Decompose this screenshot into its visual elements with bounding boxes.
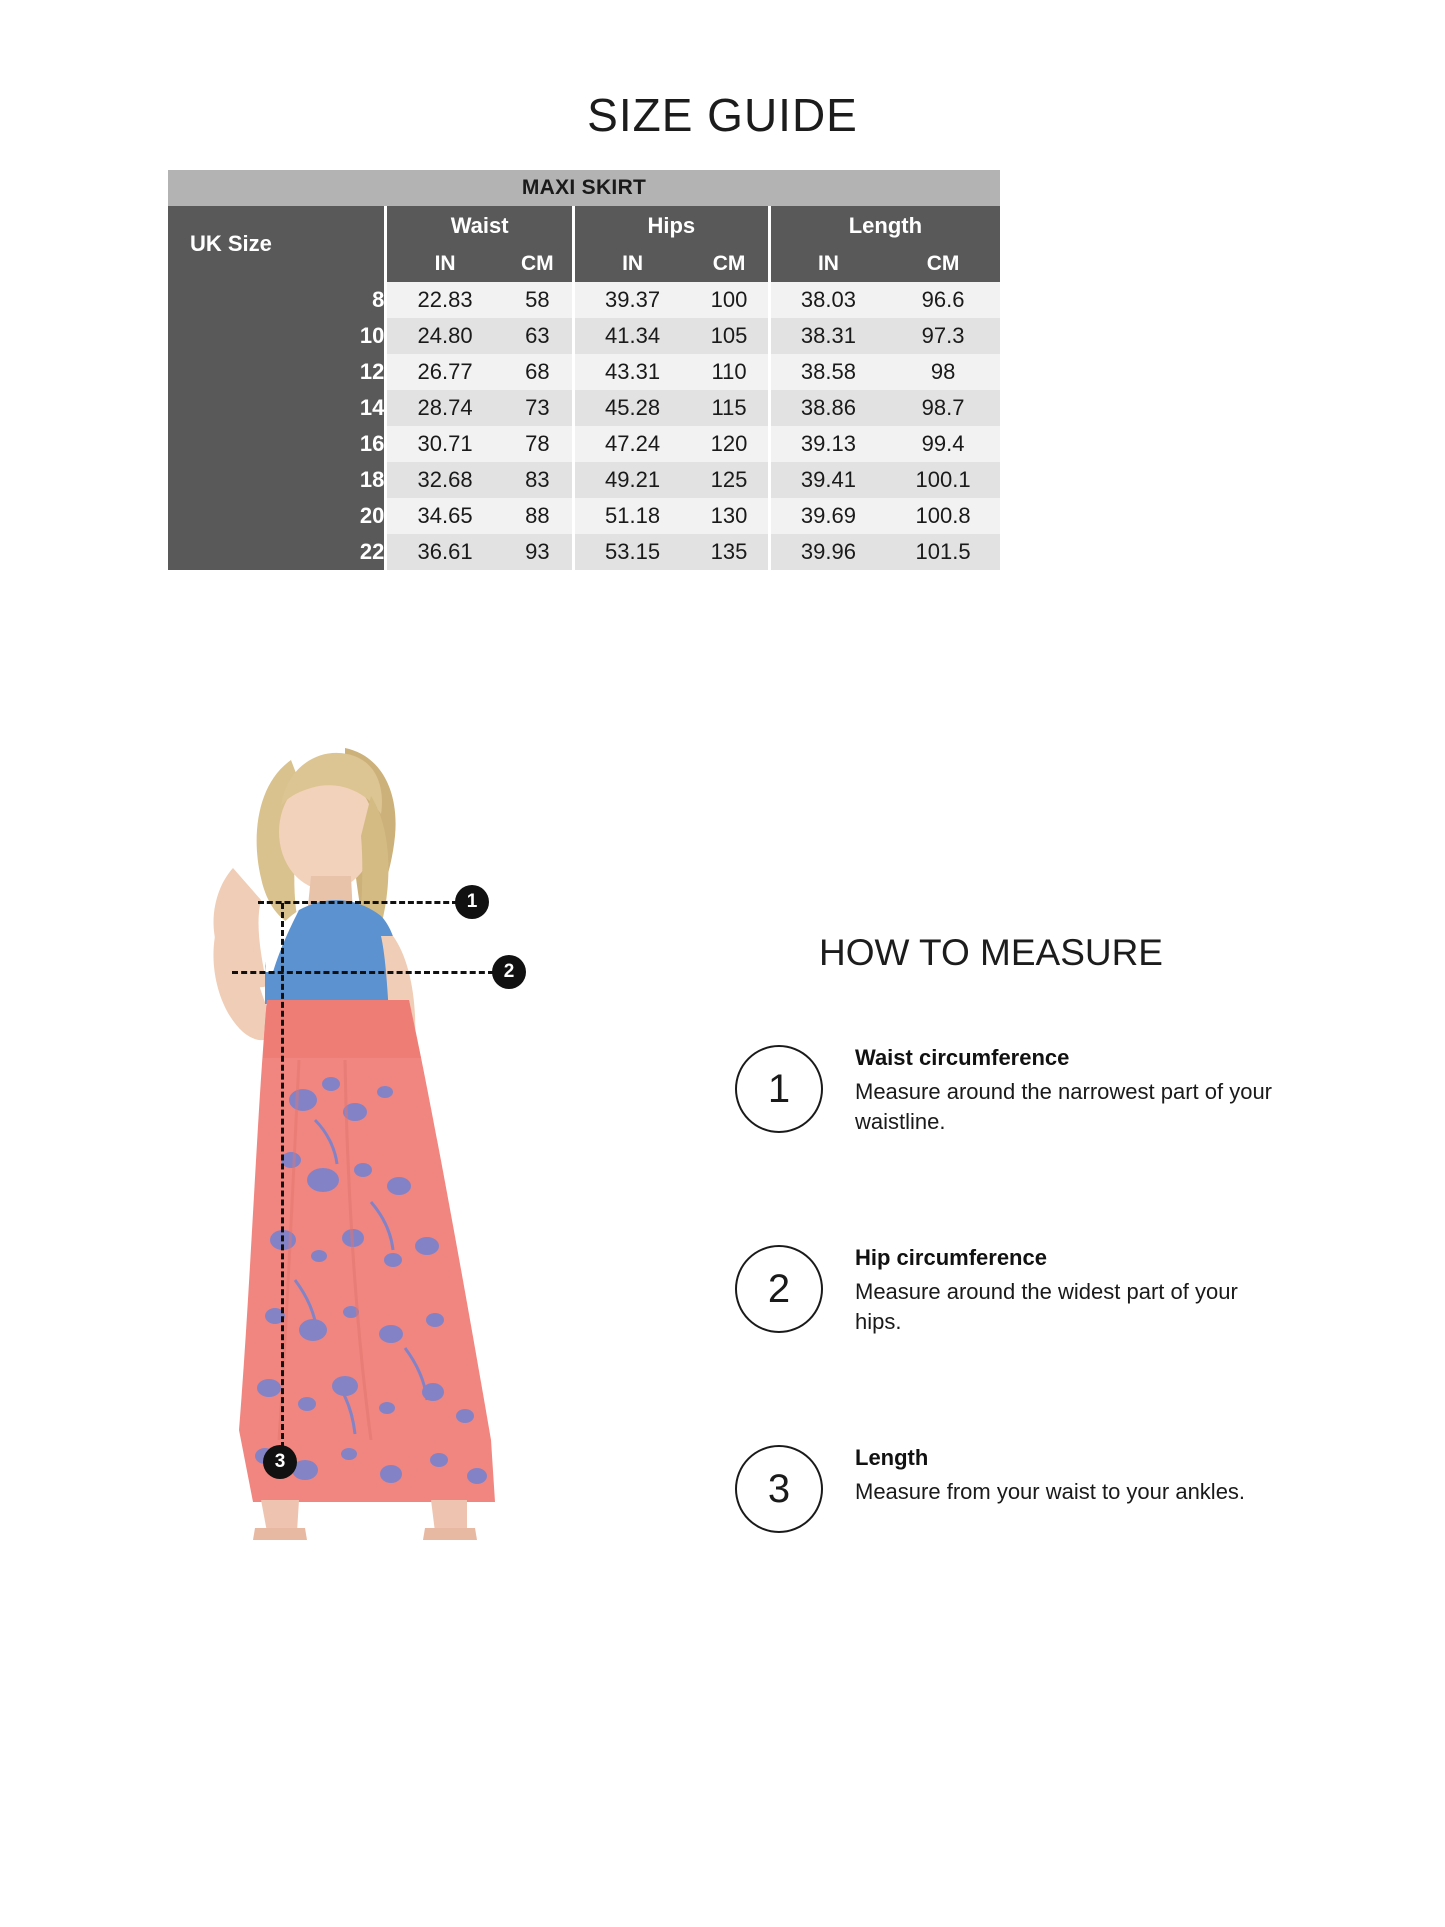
table-row <box>168 534 1000 570</box>
how-to-measure-item-waist <box>735 1045 1335 1205</box>
table-caption: MAXI SKIRT <box>168 170 1000 206</box>
cell-length-cm: 100.8 <box>886 498 1000 534</box>
row-size: 8 <box>168 282 386 318</box>
column-header-length: Length <box>769 206 1000 246</box>
step-heading-hip: Hip circumference <box>855 1245 1047 1270</box>
cell-hips-cm: 105 <box>690 318 769 354</box>
cell-waist-cm: 63 <box>503 318 574 354</box>
how-to-measure-item-length <box>735 1445 1335 1605</box>
row-size: 22 <box>168 534 386 570</box>
cell-length-in: 38.31 <box>769 318 886 354</box>
cell-hips-cm: 100 <box>690 282 769 318</box>
size-table-container <box>168 170 1000 570</box>
page-title: SIZE GUIDE <box>587 89 858 141</box>
hip-marker: 2 <box>492 955 526 989</box>
how-to-measure-title: HOW TO MEASURE <box>818 932 1163 973</box>
cell-length-in: 38.86 <box>769 390 886 426</box>
column-header-hips: Hips <box>573 206 769 246</box>
cell-length-in: 38.03 <box>769 282 886 318</box>
cell-hips-in: 41.34 <box>573 318 690 354</box>
step-number-circle-1: 1 <box>735 1045 823 1133</box>
cell-waist-in: 36.61 <box>386 534 503 570</box>
cell-waist-cm: 83 <box>503 462 574 498</box>
cell-hips-in: 53.15 <box>573 534 690 570</box>
unit-header-hips-cm: CM <box>690 246 769 282</box>
length-measure-line <box>281 903 284 1448</box>
waist-measure-line <box>258 901 458 904</box>
table-group-header-row <box>168 206 1000 246</box>
table-row <box>168 318 1000 354</box>
cell-waist-cm: 93 <box>503 534 574 570</box>
cell-waist-in: 26.77 <box>386 354 503 390</box>
cell-waist-cm: 73 <box>503 390 574 426</box>
cell-length-cm: 98 <box>886 354 1000 390</box>
cell-length-cm: 99.4 <box>886 426 1000 462</box>
step-number-circle-2: 2 <box>735 1245 823 1333</box>
cell-waist-in: 28.74 <box>386 390 503 426</box>
unit-header-hips-in: IN <box>573 246 690 282</box>
table-caption-row <box>168 170 1000 206</box>
column-header-uk-size: UK Size <box>168 206 386 282</box>
cell-hips-cm: 130 <box>690 498 769 534</box>
cell-length-cm: 101.5 <box>886 534 1000 570</box>
size-table <box>168 170 1000 570</box>
step-heading-length: Length <box>855 1445 929 1470</box>
row-size: 12 <box>168 354 386 390</box>
cell-hips-in: 45.28 <box>573 390 690 426</box>
cell-hips-cm: 120 <box>690 426 769 462</box>
cell-length-in: 39.69 <box>769 498 886 534</box>
how-to-measure-list <box>735 1045 1335 1645</box>
cell-length-cm: 100.1 <box>886 462 1000 498</box>
step-text-hip: Measure around the widest part of your hips. <box>855 1279 1238 1334</box>
cell-hips-cm: 135 <box>690 534 769 570</box>
column-header-waist: Waist <box>386 206 574 246</box>
cell-waist-cm: 68 <box>503 354 574 390</box>
cell-waist-in: 34.65 <box>386 498 503 534</box>
unit-header-length-cm: CM <box>886 246 1000 282</box>
cell-waist-cm: 88 <box>503 498 574 534</box>
cell-waist-in: 30.71 <box>386 426 503 462</box>
cell-length-in: 39.96 <box>769 534 886 570</box>
table-row <box>168 282 1000 318</box>
table-row <box>168 354 1000 390</box>
cell-waist-cm: 58 <box>503 282 574 318</box>
cell-hips-cm: 125 <box>690 462 769 498</box>
step-heading-waist: Waist circumference <box>855 1045 1070 1070</box>
how-to-measure-item-hip <box>735 1245 1335 1405</box>
table-row <box>168 498 1000 534</box>
row-size: 20 <box>168 498 386 534</box>
unit-header-length-in: IN <box>769 246 886 282</box>
row-size: 10 <box>168 318 386 354</box>
cell-waist-in: 22.83 <box>386 282 503 318</box>
cell-hips-cm: 115 <box>690 390 769 426</box>
length-marker: 3 <box>263 1445 297 1479</box>
cell-hips-in: 51.18 <box>573 498 690 534</box>
cell-hips-in: 47.24 <box>573 426 690 462</box>
cell-waist-in: 24.80 <box>386 318 503 354</box>
cell-length-in: 39.13 <box>769 426 886 462</box>
waist-marker: 1 <box>455 885 489 919</box>
cell-hips-in: 39.37 <box>573 282 690 318</box>
table-row <box>168 390 1000 426</box>
unit-header-waist-cm: CM <box>503 246 574 282</box>
step-text-length: Measure from your waist to your ankles. <box>855 1479 1246 1504</box>
cell-length-in: 39.41 <box>769 462 886 498</box>
cell-length-cm: 97.3 <box>886 318 1000 354</box>
row-size: 16 <box>168 426 386 462</box>
table-row <box>168 426 1000 462</box>
step-number-circle-3: 3 <box>735 1445 823 1533</box>
cell-hips-in: 43.31 <box>573 354 690 390</box>
cell-length-in: 38.58 <box>769 354 886 390</box>
row-size: 14 <box>168 390 386 426</box>
table-row <box>168 462 1000 498</box>
cell-waist-in: 32.68 <box>386 462 503 498</box>
cell-length-cm: 98.7 <box>886 390 1000 426</box>
cell-hips-cm: 110 <box>690 354 769 390</box>
unit-header-waist-in: IN <box>386 246 503 282</box>
cell-waist-cm: 78 <box>503 426 574 462</box>
row-size: 18 <box>168 462 386 498</box>
cell-hips-in: 49.21 <box>573 462 690 498</box>
hip-measure-line <box>232 971 494 974</box>
step-text-waist: Measure around the narrowest part of your waistline. <box>855 1079 1273 1134</box>
cell-length-cm: 96.6 <box>886 282 1000 318</box>
